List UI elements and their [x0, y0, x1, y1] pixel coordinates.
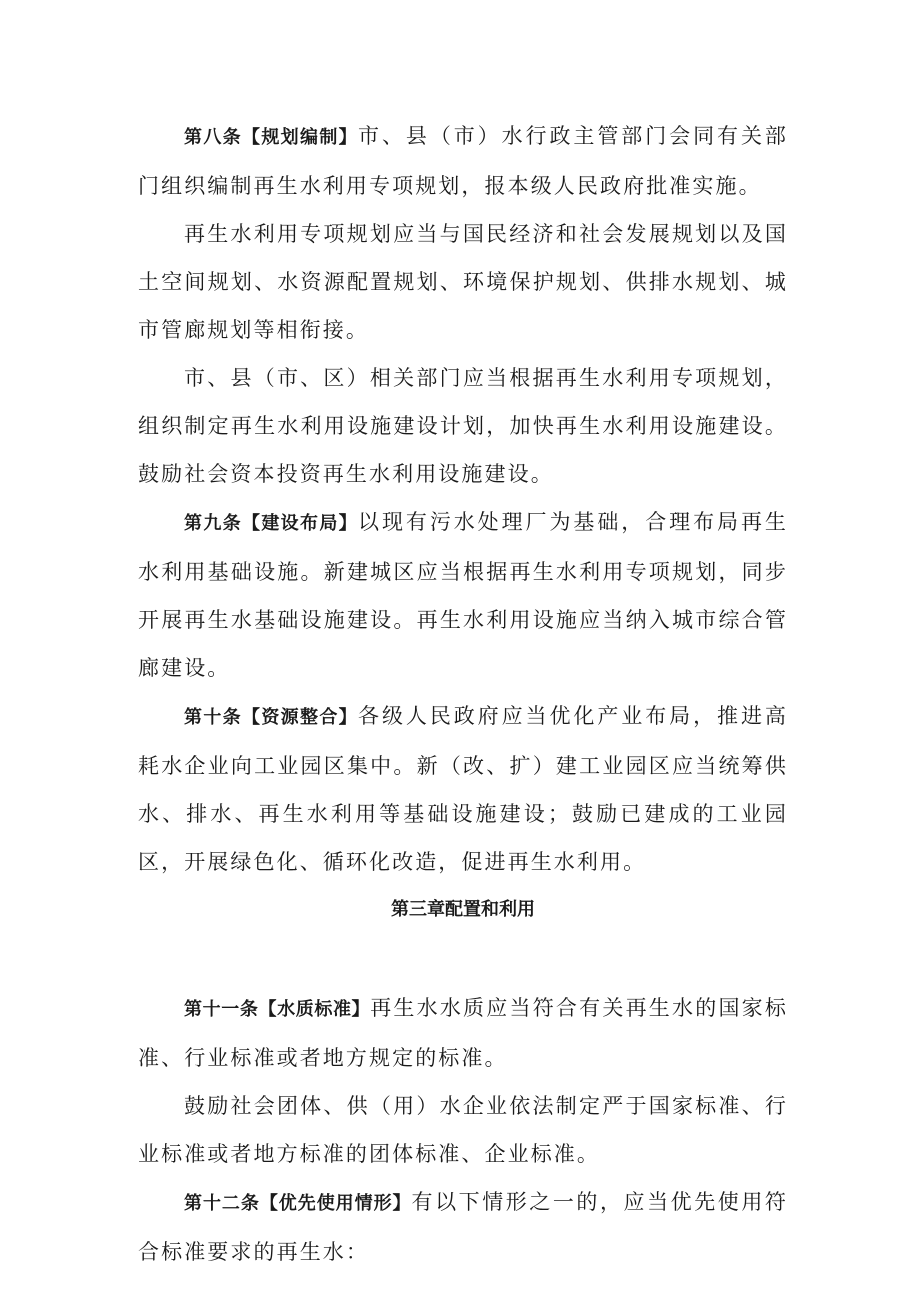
article-8-paragraph-2	[138, 210, 788, 354]
article-12-heading: 第十二条【优先使用情形】	[184, 1193, 412, 1214]
article-8-text: 市、县（市）水行政主管部门会同有关部门组织编制再生水利用专项规划，报本级人民政府批准实施。	[138, 124, 788, 198]
article-12-paragraph	[138, 1178, 788, 1276]
article-11-text: 再生水水质应当符合有关再生水的国家标准、行业标准或者地方规定的标准。	[138, 996, 788, 1070]
article-12-text: 有以下情形之一的，应当优先使用符合标准要求的再生水：	[138, 1190, 788, 1264]
article-8-text-3: 市、县（市、区）相关部门应当根据再生水利用专项规划，组织制定再生水利用设施建设计划，加快再生水利用设施建设。鼓励社会资本投资再生水利用设施建设。	[138, 366, 788, 486]
article-8-heading: 第八条【规划编制】	[184, 127, 359, 148]
chapter-title: 第三章配置和利用	[391, 899, 535, 920]
article-10-paragraph	[138, 692, 788, 886]
article-11-heading: 第十一条【水质标准】	[184, 999, 371, 1020]
article-11-text-2: 鼓励社会团体、供（用）水企业依法制定严于国家标准、行业标准或者地方标准的团体标准、企业标准。	[138, 1094, 788, 1166]
article-8-paragraph	[138, 112, 788, 210]
article-8-paragraph-3	[138, 354, 788, 498]
article-9-text: 以现有污水处理厂为基础，合理布局再生水利用基础设施。新建城区应当根据再生水利用专项规划，同步开展再生水基础设施建设。再生水利用设施应当纳入城市综合管廊建设。	[138, 510, 788, 680]
article-9-heading: 第九条【建设布局】	[184, 513, 359, 534]
article-8-text-2: 再生水利用专项规划应当与国民经济和社会发展规划以及国土空间规划、水资源配置规划、环境保护规划、供排水规划、城市管廊规划等相衔接。	[138, 222, 788, 342]
document-page	[138, 112, 788, 1276]
article-9-paragraph	[138, 498, 788, 692]
article-11-paragraph	[138, 984, 788, 1082]
article-10-heading: 第十条【资源整合】	[184, 707, 359, 728]
article-10-text: 各级人民政府应当优化产业布局，推进高耗水企业向工业园区集中。新（改、扩）建工业园区应当统筹供水、排水、再生水利用等基础设施建设；鼓励已建成的工业园区，开展绿色化、循环化改造，促进再生水利用。	[138, 704, 788, 874]
article-11-paragraph-2	[138, 1082, 788, 1178]
